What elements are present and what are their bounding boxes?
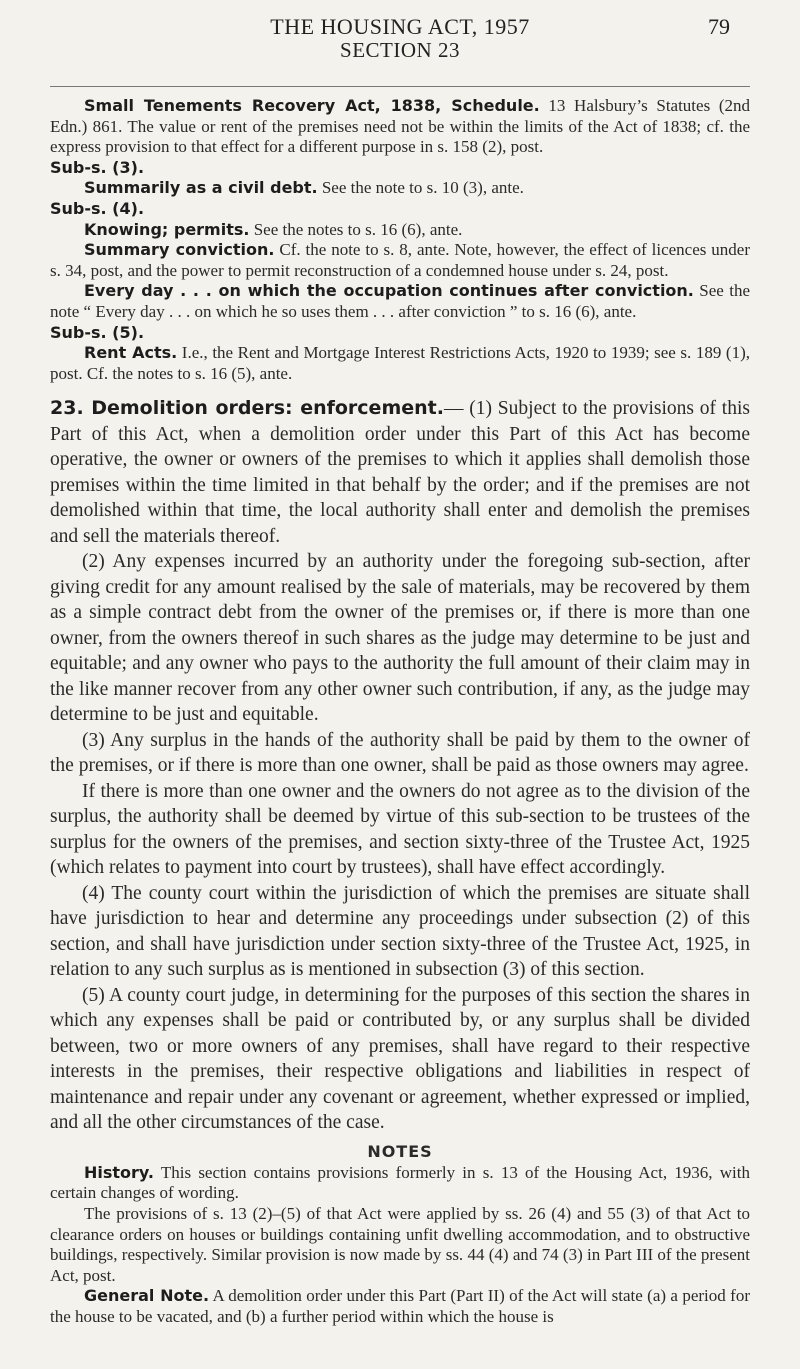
annotation-heading: Every day . . . on which the occupation continues after conviction. (84, 281, 694, 301)
annotation-heading: Knowing; permits. (84, 219, 250, 239)
annotation-text: See the note to s. 10 (3), ante. (317, 178, 524, 198)
annotation-text: I.e., the Rent and Mortgage Interest Restrictions Acts, 1920 to 1939; see s. 189 (1), post. Cf. the notes to s. 16 (5), ante. (50, 343, 750, 383)
section-heading: 23. Demolition orders: enforcement. (50, 397, 444, 420)
section-paragraph: (5) A county court judge, in determining for the purposes of this section the shares in which any expenses shall be paid or contributed by, or any surplus shall be divided between, two or more owners of any premises, shall have regard to their respective interests in the premises, their respective obligations and liabilities in respect of maintenance and repair under any covenant or agreement, whether expressed or implied, and all the other circumstances of the case. (50, 984, 750, 1134)
note-paragraph (50, 1163, 750, 1204)
annotation (50, 240, 750, 281)
section-paragraph: (2) Any expenses incurred by an authority under the foregoing sub-section, after giving credit for any amount realised by the sale of materials, may be recovered by them as a simple contract debt from the owner of the premises or, if there is more than one owner, from the owners thereof in such shares as the judge may determine to be just and equitable; and any owner who pays to the authority the full amount of their claim may in the like manner recover from any other owner such contribution, if any, as the judge may determine to be just and equitable. (50, 551, 750, 726)
annotation (50, 220, 750, 241)
note-text: A demolition order under this Part (Part II) of the Act will state (a) a period for the house to be vacated, and (b) a further period within which the house is (50, 1286, 750, 1326)
annotation-heading: Rent Acts. (84, 343, 178, 363)
section-paragraph (50, 396, 750, 549)
annotation-heading: Sub-s. (4). (50, 198, 145, 218)
annotation-heading: Summary conviction. (84, 240, 275, 260)
annotation-heading: Sub-s. (5). (50, 322, 145, 342)
section-paragraph: (4) The county court within the jurisdiction of which the premises are situate shall have jurisdiction to hear and determine any proceedings under subsection (2) of this section, and shall have jurisdiction under section sixty-three of the Trustee Act, 1925, in relation to any such surplus as is mentioned in subsection (3) of this section. (50, 882, 750, 981)
header-rule (50, 86, 750, 87)
annotation-text: See the note “ Every day . . . on which he so uses them . . . after conviction ” to s. 16 (6), ante. (50, 281, 750, 321)
annotation-text: 13 Halsbury’s Statutes (2nd Edn.) 861. The value or rent of the premises need not be within the limits of the Act of 1838; cf. the express provision to that effect for a different purpose in s. 158 (2), post. (50, 96, 751, 157)
page-body (50, 96, 750, 1328)
note-text: This section contains provisions formerly in s. 13 of the Housing Act, 1936, with certain changes of wording. (50, 1162, 750, 1203)
annotation (50, 199, 750, 220)
section-23 (50, 396, 750, 1136)
section-text: — (1) Subject to the provisions of this Part of this Act, when a demolition order under this Part of this Act has become operative, the owner or owners of the premises to which it applies shall demolish those premises within the time limited in that behalf by the order; and if the premises are not demolished within that time, the local authority shall enter and demolish the premises and sell the materials thereof. (50, 398, 750, 547)
annotation (50, 178, 750, 199)
note-heading: History. (84, 1162, 154, 1182)
annotation (50, 343, 750, 384)
annotation (50, 281, 750, 322)
annotation-heading: Summarily as a civil debt. (84, 178, 318, 198)
annotation-heading: Sub-s. (3). (50, 157, 145, 177)
page-number: 79 (708, 14, 730, 39)
notes-heading: NOTES (367, 1141, 433, 1161)
note-paragraph: The provisions of s. 13 (2)–(5) of that Act were applied by ss. 26 (4) and 55 (3) of that Act to clearance orders on houses or buildings containing unfit dwelling accommodation, and to obstructive buildings, respectively. Similar provision is now made by ss. 44 (4) and 74 (3) in Part III of the present Act, post. (50, 1204, 750, 1285)
section-paragraph: (3) Any surplus in the hands of the authority shall be paid by them to the owner of the premises, or if there is more than one owner, shall be paid as those owners may agree. (50, 729, 750, 777)
notes (50, 1163, 750, 1328)
annotation-heading: Small Tenements Recovery Act, 1838, Schedule. (84, 96, 540, 115)
annotation-text: See the notes to s. 16 (6), ante. (249, 219, 463, 239)
section-label: SECTION 23 (340, 38, 460, 62)
annotation (50, 323, 750, 344)
running-title: THE HOUSING ACT, 1957 (270, 14, 530, 39)
note-heading: General Note. (84, 1286, 210, 1306)
annotation (50, 158, 750, 179)
annotation (50, 96, 750, 158)
running-header (0, 14, 800, 60)
annotations (50, 96, 750, 384)
note-paragraph (50, 1286, 750, 1327)
section-paragraph: If there is more than one owner and the owners do not agree as to the division of the surplus, the authority shall be deemed by virtue of this sub-section to be trustees of the surplus for the owners of the premises, and section sixty-three of the Trustee Act, 1925 (which relates to payment into court by trustees), shall have effect accordingly. (50, 780, 750, 879)
annotation-text: Cf. the note to s. 8, ante. Note, however, the effect of licences under s. 34, post, and the power to permit reconstruction of a condemned house under s. 24, post. (50, 240, 750, 280)
